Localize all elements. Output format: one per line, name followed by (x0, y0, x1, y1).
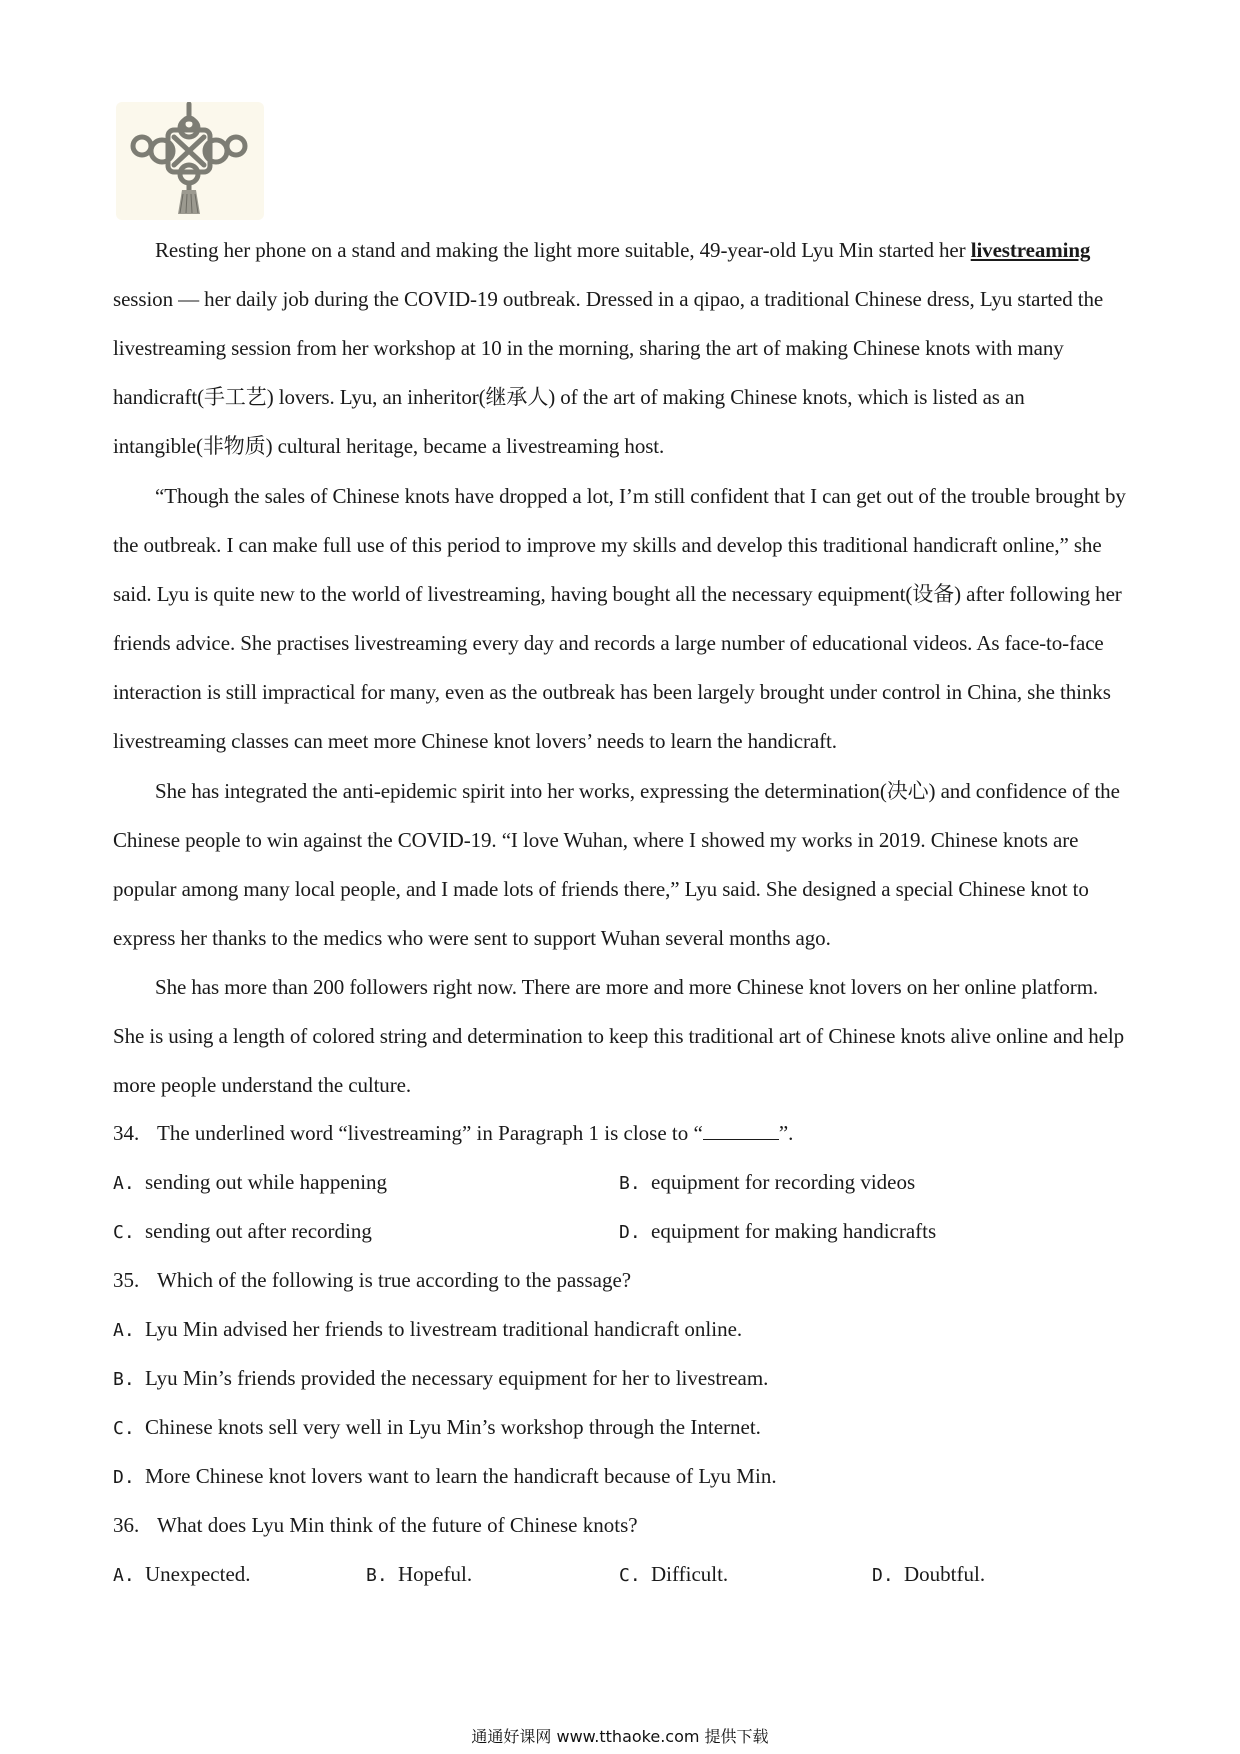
q35-option-a[interactable]: A. Lyu Min advised her friends to livestream traditional handicraft online. (113, 1317, 743, 1341)
q36-option-b[interactable]: B. Hopeful. (366, 1562, 473, 1586)
page-footer: 通通好课网 www.tthaoke.com 提供下载 (471, 1727, 769, 1746)
question-35: 35. Which of the following is true according to the passage? (113, 1268, 632, 1292)
q36-option-a[interactable]: A. Unexpected. (113, 1562, 251, 1586)
q35-option-c[interactable]: C. Chinese knots sell very well in Lyu Min’s workshop through the Internet. (113, 1415, 761, 1439)
q34-option-a[interactable]: A. sending out while happening (113, 1170, 388, 1194)
question-34: 34. The underlined word “livestreaming” in Paragraph 1 is close to “ ”. (113, 1121, 794, 1145)
answer-blank (703, 1121, 779, 1140)
paragraph-1: Resting her phone on a stand and making the light more suitable, 49-year-old Lyu Min started her livestreaming session — her daily job during the COVID-19 outbreak. Dressed in a qipao, a traditional Chinese dress, Lyu started the livestreaming session from her workshop at 10 in the morning, sharing the art of making Chinese knots with many handicraft(手工艺) lovers. Lyu, an inheritor(继承人) of the art of making Chinese knots, which is listed as an intangible(非物质) cultural heritage, became a livestreaming host. (113, 238, 1104, 458)
q34-option-b[interactable]: B. equipment for recording videos (619, 1170, 916, 1194)
q35-option-d[interactable]: D. More Chinese knot lovers want to learn the handicraft because of Lyu Min. (113, 1464, 777, 1488)
q35-option-b[interactable]: B. Lyu Min’s friends provided the necessary equipment for her to livestream. (113, 1366, 769, 1390)
q34-option-c[interactable]: C. sending out after recording (113, 1219, 372, 1243)
chinese-knot-icon (116, 102, 264, 220)
q36-option-d[interactable]: D. Doubtful. (872, 1562, 986, 1586)
paragraph-3: She has integrated the anti-epidemic spirit into her works, expressing the determination(决心) and confidence of the Chinese people to win against the COVID-19. “I love Wuhan, where I showed my works in 2019. Chinese knots are popular among many local people, and I made lots of friends there,” Lyu said. She designed a special Chinese knot to express her thanks to the medics who were sent to support Wuhan several months ago. (113, 779, 1120, 950)
paragraph-2: “Though the sales of Chinese knots have dropped a lot, I’m still confident that I can get out of the trouble brought by the outbreak. I can make full use of this period to improve my skills and develop this traditional handicraft online,” she said. Lyu is quite new to the world of livestreaming, having bought all the necessary equipment(设备) after following her friends advice. She practises livestreaming every day and records a large number of educational videos. As face-to-face interaction is still impractical for many, even as the outbreak has been largely brought under control in China, she thinks livestreaming classes can meet more Chinese knot lovers’ needs to learn the handicraft. (113, 484, 1126, 753)
q36-option-c[interactable]: C. Difficult. (619, 1562, 729, 1586)
paragraph-4: She has more than 200 followers right now. There are more and more Chinese knot lovers on her online platform. She is using a length of colored string and determination to keep this traditional art of Chinese knots alive online and help more people understand the culture. (113, 975, 1125, 1097)
underlined-word: livestreaming (970, 238, 1091, 262)
chinese-knot-image (116, 102, 264, 220)
q34-option-d[interactable]: D. equipment for making handicrafts (619, 1219, 937, 1243)
question-36: 36. What does Lyu Min think of the future of Chinese knots? (113, 1513, 638, 1537)
